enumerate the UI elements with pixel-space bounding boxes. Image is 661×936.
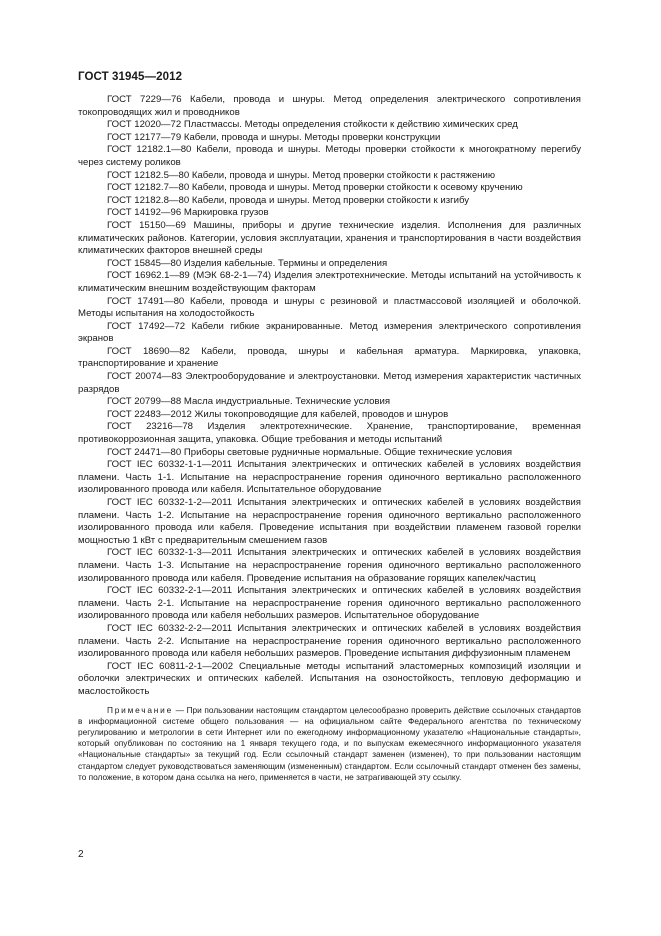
reference-item: ГОСТ 23216—78 Изделия электротехнические. Хранение, транспортирование, временная противокоррозионная защита, упаковка. Общие требования и методы испытаний — [78, 421, 581, 446]
note-label: Примечание — [107, 704, 174, 715]
reference-item: ГОСТ 18690—82 Кабели, провода, шнуры и кабельная арматура. Маркировка, упаковка, транспортирование и хранение — [78, 345, 581, 370]
reference-item: ГОСТ 22483—2012 Жилы токопроводящие для кабелей, проводов и шнуров — [107, 408, 449, 420]
reference-item: ГОСТ 12020—72 Пластмассы. Методы определения стойкости к действию химических сред — [107, 119, 518, 131]
reference-item: ГОСТ IEC 60332-1-1—2011 Испытания электрических и оптических кабелей в условиях воздействия пламени. Часть 1-1. Испытание на нераспространение горения одиночного вертикально расположенного изолированного провода или кабеля. Испытательное оборудование — [78, 459, 581, 496]
reference-item: ГОСТ 14192—96 Маркировка грузов — [107, 207, 269, 219]
reference-item: ГОСТ 12182.7—80 Кабели, провода и шнуры. Метод проверки стойкости к осевому кручению — [107, 182, 523, 194]
reference-item: ГОСТ 20799—88 Масла индустриальные. Технические условия — [107, 396, 391, 408]
note-paragraph — [78, 705, 581, 783]
page-number: 2 — [78, 849, 84, 860]
reference-item: ГОСТ 16962.1—89 (МЭК 68-2-1—74) Изделия электротехнические. Методы испытаний на устойчивость к климатическим внешним воздействующим факторам — [78, 270, 581, 294]
reference-item: ГОСТ IEC 60332-2-2—2011 Испытания электрических и оптических кабелей в условиях воздействия пламени. Часть 2-2. Испытание на нераспространение горения одиночного вертикально расположенного изолированного провода или кабеля небольших размеров. Проведение испытания диффузионным пламенем — [78, 622, 581, 660]
reference-item: ГОСТ 20074—83 Электрооборудование и электроустановки. Метод измерения характеристик частичных разрядов — [78, 371, 581, 395]
normative-references-list — [78, 94, 581, 783]
reference-item: ГОСТ 17492—72 Кабели гибкие экранированные. Метод измерения электрического сопротивления экранов — [78, 320, 581, 345]
reference-item: ГОСТ 7229—76 Кабели, провода и шнуры. Метод определения электрического сопротивления токопроводящих жил и проводников — [78, 94, 581, 118]
document-header: ГОСТ 31945—2012 — [78, 71, 183, 83]
reference-item: ГОСТ IEC 60332-1-2—2011 Испытания электрических и оптических кабелей в условиях воздействия пламени. Часть 1-2. Испытание на нераспространение горения одиночного вертикально расположенного изолированного провода или кабеля. Проведение испытания при воздействии пламенем газовой горелки мощностью 1 кВт с предварительным смешением газов — [78, 497, 581, 546]
reference-item: ГОСТ 15150—69 Машины, приборы и другие технические изделия. Исполнения для различных климатических районов. Категории, условия эксплуатации, хранения и транспортирования в части воздействия климатических факторов внешней среды — [78, 219, 581, 257]
reference-item: ГОСТ IEC 60332-1-3—2011 Испытания электрических и оптических кабелей в условиях воздействия пламени. Часть 1-3. Испытание на нераспространение горения одиночного вертикально расположенного изолированного провода или кабеля. Проведение испытания на образование горящих капелек/частиц — [78, 547, 581, 584]
reference-item: ГОСТ 12182.1—80 Кабели, провода и шнуры. Методы проверки стойкости к многократному перегибу через систему роликов — [78, 144, 581, 168]
reference-item: ГОСТ IEC 60332-2-1—2011 Испытания электрических и оптических кабелей в условиях воздействия пламени. Часть 2-1. Испытание на нераспространение горения одиночного вертикально расположенного изолированного провода или кабеля небольших размеров. Испытательное оборудование — [78, 585, 581, 622]
reference-item: ГОСТ IEC 60811-2-1—2002 Специальные методы испытаний эластомерных композиций изоляции и оболочки электрических и оптических кабелей. Испытания на озоностойкость, тепловую деформацию и маслостойкость — [78, 660, 581, 697]
reference-item: ГОСТ 12177—79 Кабели, провода и шнуры. Методы проверки конструкции — [107, 131, 441, 143]
reference-item: ГОСТ 17491—80 Кабели, провода и шнуры с резиновой и пластмассовой изоляцией и оболочкой. Методы испытания на холодостойкость — [78, 295, 581, 320]
reference-item: ГОСТ 24471—80 Приборы световые рудничные нормальные. Общие технические условия — [107, 446, 513, 458]
reference-item: ГОСТ 12182.8—80 Кабели, провода и шнуры. Метод проверки стойкости к изгибу — [107, 194, 470, 206]
reference-item: ГОСТ 15845—80 Изделия кабельные. Термины и определения — [107, 257, 388, 269]
note-text: — При пользовании настоящим стандартом целесообразно проверить действие ссылочных стандартов в информационной системе общего пользования — на официальном сайте Федерального агентства по техническому регулированию и метрологии в сети Интернет или по ежегодному информационному указателю «Национальные стандарты», который опубликован по состоянию на 1 января текущего года, и по выпускам ежемесячного информационного указателя «Национальные стандарты» за текущий год. Если ссылочный стандарт заменен (изменен), то при пользовании настоящим стандартом следует руководствоваться заменяющим (измененным) стандартом. Если ссылочный стандарт отменен без замены, то положение, в котором дана ссылка на него, применяется в части, не затрагивающей эту ссылку. — [78, 704, 582, 782]
reference-item: ГОСТ 12182.5—80 Кабели, провода и шнуры. Метод проверки стойкости к растяжению — [107, 169, 496, 181]
